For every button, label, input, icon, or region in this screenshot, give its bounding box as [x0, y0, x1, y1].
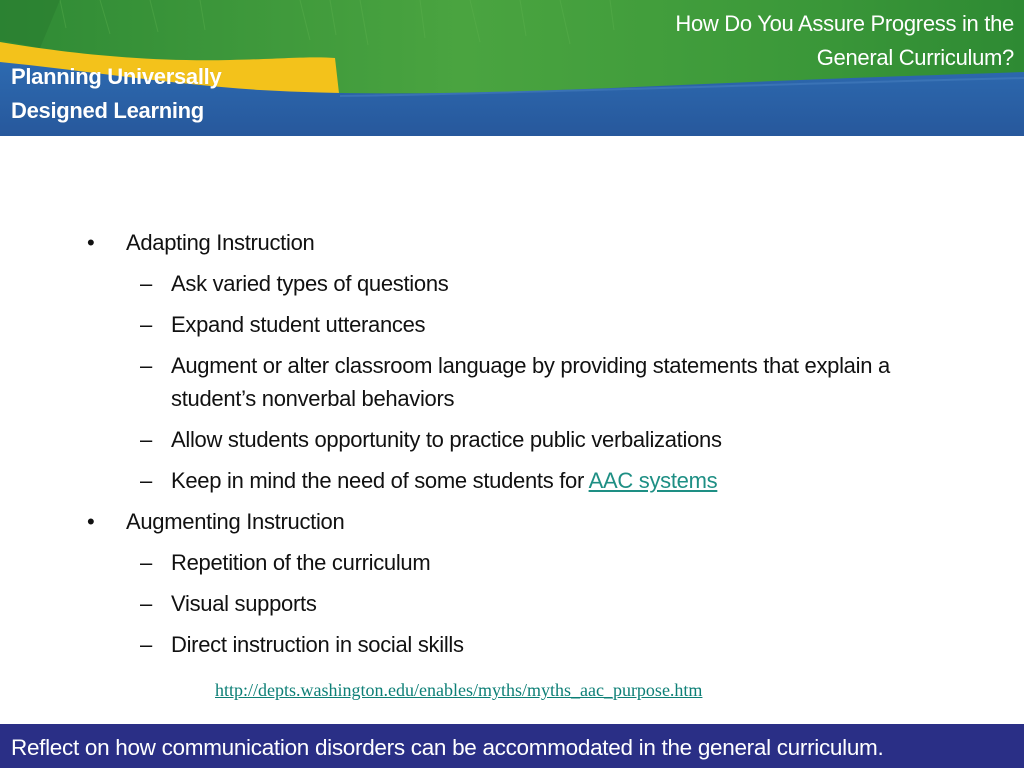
dash-icon: – — [140, 591, 152, 616]
sub-item-visual-supports — [85, 587, 965, 620]
sub-item-repetition — [85, 546, 965, 579]
header-banner — [0, 0, 1024, 136]
dash-icon: – — [140, 468, 152, 493]
section-title-line1: Planning Universally — [11, 64, 222, 89]
aac-systems-link[interactable]: AAC systems — [588, 468, 718, 493]
footer-bar — [0, 724, 1024, 768]
bullet-label: Adapting Instruction — [126, 230, 315, 255]
bullet-label: Augmenting Instruction — [126, 509, 345, 534]
bullet-item-augmenting-instruction — [85, 505, 965, 538]
slide-title — [594, 7, 1014, 75]
bullet-icon: • — [87, 509, 95, 534]
bullet-item-adapting-instruction — [85, 226, 965, 259]
section-title-line2: Designed Learning — [11, 98, 204, 123]
sub-item-text: Allow students opportunity to practice public verbalizations — [171, 427, 722, 452]
footer-text: Reflect on how communication disorders can be accommodated in the general curriculum. — [11, 735, 884, 760]
dash-icon: – — [140, 632, 152, 657]
sub-item-text: Ask varied types of questions — [171, 271, 449, 296]
sub-item-social-skills — [85, 628, 965, 661]
sub-item-public-verbalizations — [85, 423, 965, 456]
dash-icon: – — [140, 427, 152, 452]
slide-title-line2: General Curriculum? — [816, 45, 1014, 70]
slide-title-line1: How Do You Assure Progress in the — [675, 11, 1014, 36]
dash-icon: – — [140, 353, 152, 378]
slide-content — [85, 226, 965, 661]
dash-icon: – — [140, 271, 152, 296]
sub-item-text: Visual supports — [171, 591, 317, 616]
sub-item-ask-questions — [85, 267, 965, 300]
sub-item-text: Augment or alter classroom language by providing statements that explain a student’s nonverbal behaviors — [171, 353, 890, 411]
sub-item-text: Expand student utterances — [171, 312, 426, 337]
sub-item-aac-systems — [85, 464, 965, 497]
dash-icon: – — [140, 550, 152, 575]
sub-item-text: Repetition of the curriculum — [171, 550, 431, 575]
sub-item-expand-utterances — [85, 308, 965, 341]
sub-item-augment-language — [85, 349, 965, 415]
dash-icon: – — [140, 312, 152, 337]
sub-item-text: Keep in mind the need of some students for — [171, 468, 589, 493]
bullet-icon: • — [87, 230, 95, 255]
reference-url-link[interactable]: http://depts.washington.edu/enables/myths/myths_aac_purpose.htm — [215, 680, 703, 700]
section-title — [11, 60, 271, 128]
sub-item-text: Direct instruction in social skills — [171, 632, 464, 657]
